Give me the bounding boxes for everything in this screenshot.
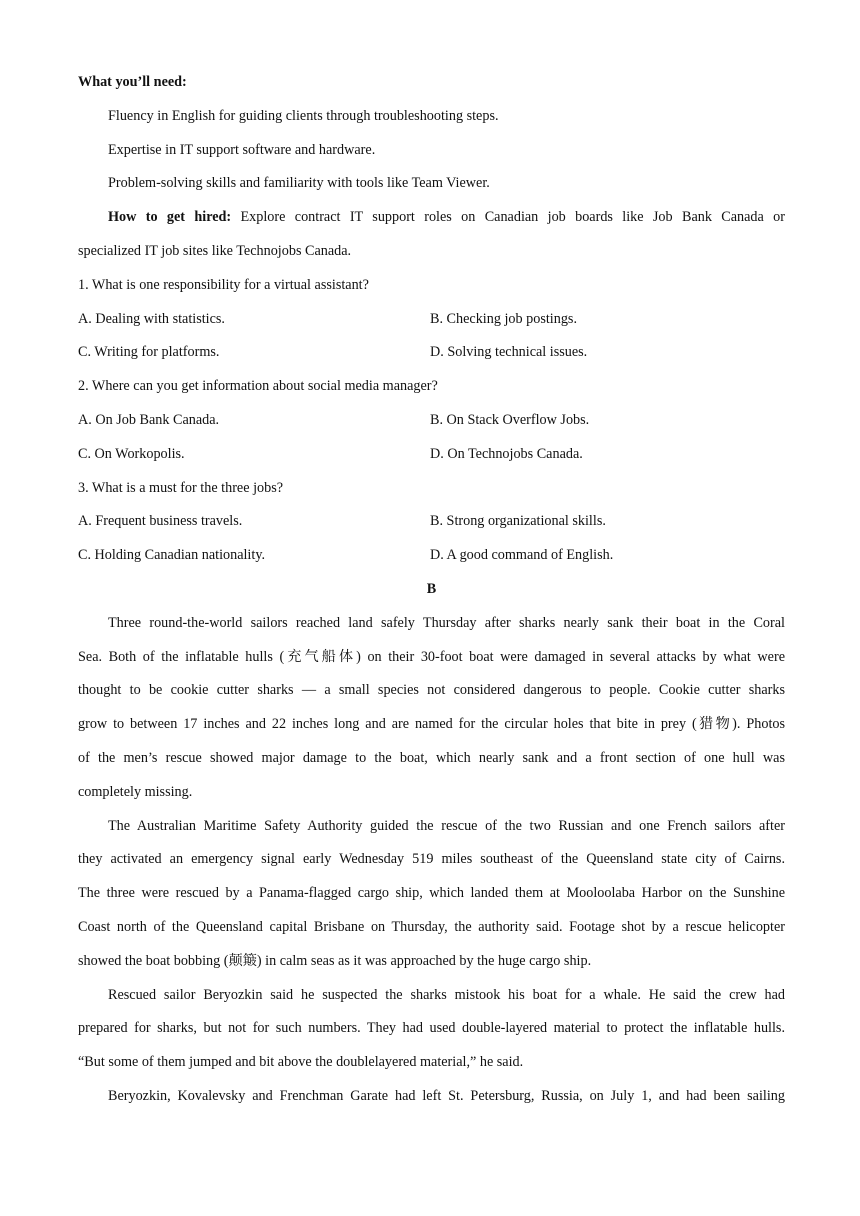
- option-row: [78, 505, 785, 539]
- passage-line: The Australian Maritime Safety Authority guided the rescue of the two Russian and one French sailors after: [108, 817, 785, 834]
- option-row: [78, 539, 785, 573]
- how-to-get-hired: [78, 201, 785, 235]
- option-row: [78, 336, 785, 370]
- option-d: D. A good command of English.: [430, 547, 614, 564]
- question-stem: 2. Where can you get information about social media manager?: [78, 378, 438, 395]
- passage-line: Coast north of the Queensland capital Brisbane on Thursday, the authority said. Footage shot by a rescue helicopter: [78, 918, 785, 935]
- option-b: B. Strong organizational skills.: [430, 513, 606, 530]
- passage-line: completely missing.: [78, 783, 193, 800]
- question-stem: 1. What is one responsibility for a virtual assistant?: [78, 276, 369, 293]
- passage-paragraph: [78, 979, 785, 1080]
- option-row: [78, 404, 785, 438]
- option-row: [78, 303, 785, 337]
- passage-line: Sea. Both of the inflatable hulls (充气船体) on their 30-foot boat were damaged in several attacks by what were: [78, 648, 785, 665]
- option-d: D. On Technojobs Canada.: [430, 445, 583, 462]
- option-a: A. On Job Bank Canada.: [78, 411, 220, 428]
- passage-line: “But some of them jumped and bit above the doublelayered material,” he said.: [78, 1054, 524, 1071]
- passage-line: Beryozkin, Kovalevsky and Frenchman Garate had left St. Petersburg, Russia, on July 1, and had been sailing: [108, 1087, 785, 1104]
- passage-line: of the men’s rescue showed major damage to the boat, which nearly sank and a front section of one hull was: [78, 749, 785, 766]
- requirement-item: Problem-solving skills and familiarity with tools like Team Viewer.: [108, 175, 490, 192]
- document-page: [78, 66, 785, 1114]
- passage-paragraph: [78, 1080, 785, 1114]
- option-c: C. Writing for platforms.: [78, 344, 220, 361]
- option-d: D. Solving technical issues.: [430, 344, 588, 361]
- how-to-get-hired-text: Explore contract IT support roles on Canadian job boards like Job Bank Canada or: [231, 209, 785, 226]
- requirement-item: Fluency in English for guiding clients through troubleshooting steps.: [108, 107, 499, 124]
- option-c: C. Holding Canadian nationality.: [78, 547, 266, 564]
- passage-line: Rescued sailor Beryozkin said he suspected the sharks mistook his boat for a whale. He said the crew had: [108, 986, 785, 1003]
- passage-line: The three were rescued by a Panama-flagged cargo ship, which landed them at Mooloolaba Harbor on the Sunshine: [78, 885, 785, 902]
- option-b: B. Checking job postings.: [430, 310, 578, 327]
- passage-paragraph: [78, 607, 785, 810]
- how-to-get-hired-label: How to get hired:: [108, 209, 232, 226]
- option-a: A. Frequent business travels.: [78, 513, 243, 530]
- requirements-heading: What you’ll need:: [78, 74, 187, 90]
- option-a: A. Dealing with statistics.: [78, 310, 225, 327]
- question-stem: 3. What is a must for the three jobs?: [78, 479, 284, 496]
- passage-line: grow to between 17 inches and 22 inches long and are named for the circular holes that bite in prey (猎物). Photos: [78, 716, 785, 733]
- passage-line: prepared for sharks, but not for such numbers. They had used double-layered material to protect the inflatable hulls.: [78, 1020, 785, 1037]
- requirement-item: Expertise in IT support software and hardware.: [108, 141, 376, 158]
- section-heading: B: [426, 580, 437, 597]
- option-b: B. On Stack Overflow Jobs.: [430, 411, 590, 428]
- passage-paragraph: [78, 810, 785, 979]
- option-row: [78, 438, 785, 472]
- passage-line: showed the boat bobbing (颠簸) in calm seas as it was approached by the huge cargo ship.: [78, 952, 592, 969]
- passage-line: Three round-the-world sailors reached land safely Thursday after sharks nearly sank their boat in the Coral: [108, 614, 785, 631]
- option-c: C. On Workopolis.: [78, 445, 185, 462]
- passage-line: thought to be cookie cutter sharks — a small species not considered dangerous to people. Cookie cutter sharks: [78, 682, 785, 699]
- passage-line: they activated an emergency signal early Wednesday 519 miles southeast of the Queensland state city of Cairns.: [78, 851, 785, 868]
- how-to-get-hired-continued: specialized IT job sites like Technojobs Canada.: [78, 242, 352, 259]
